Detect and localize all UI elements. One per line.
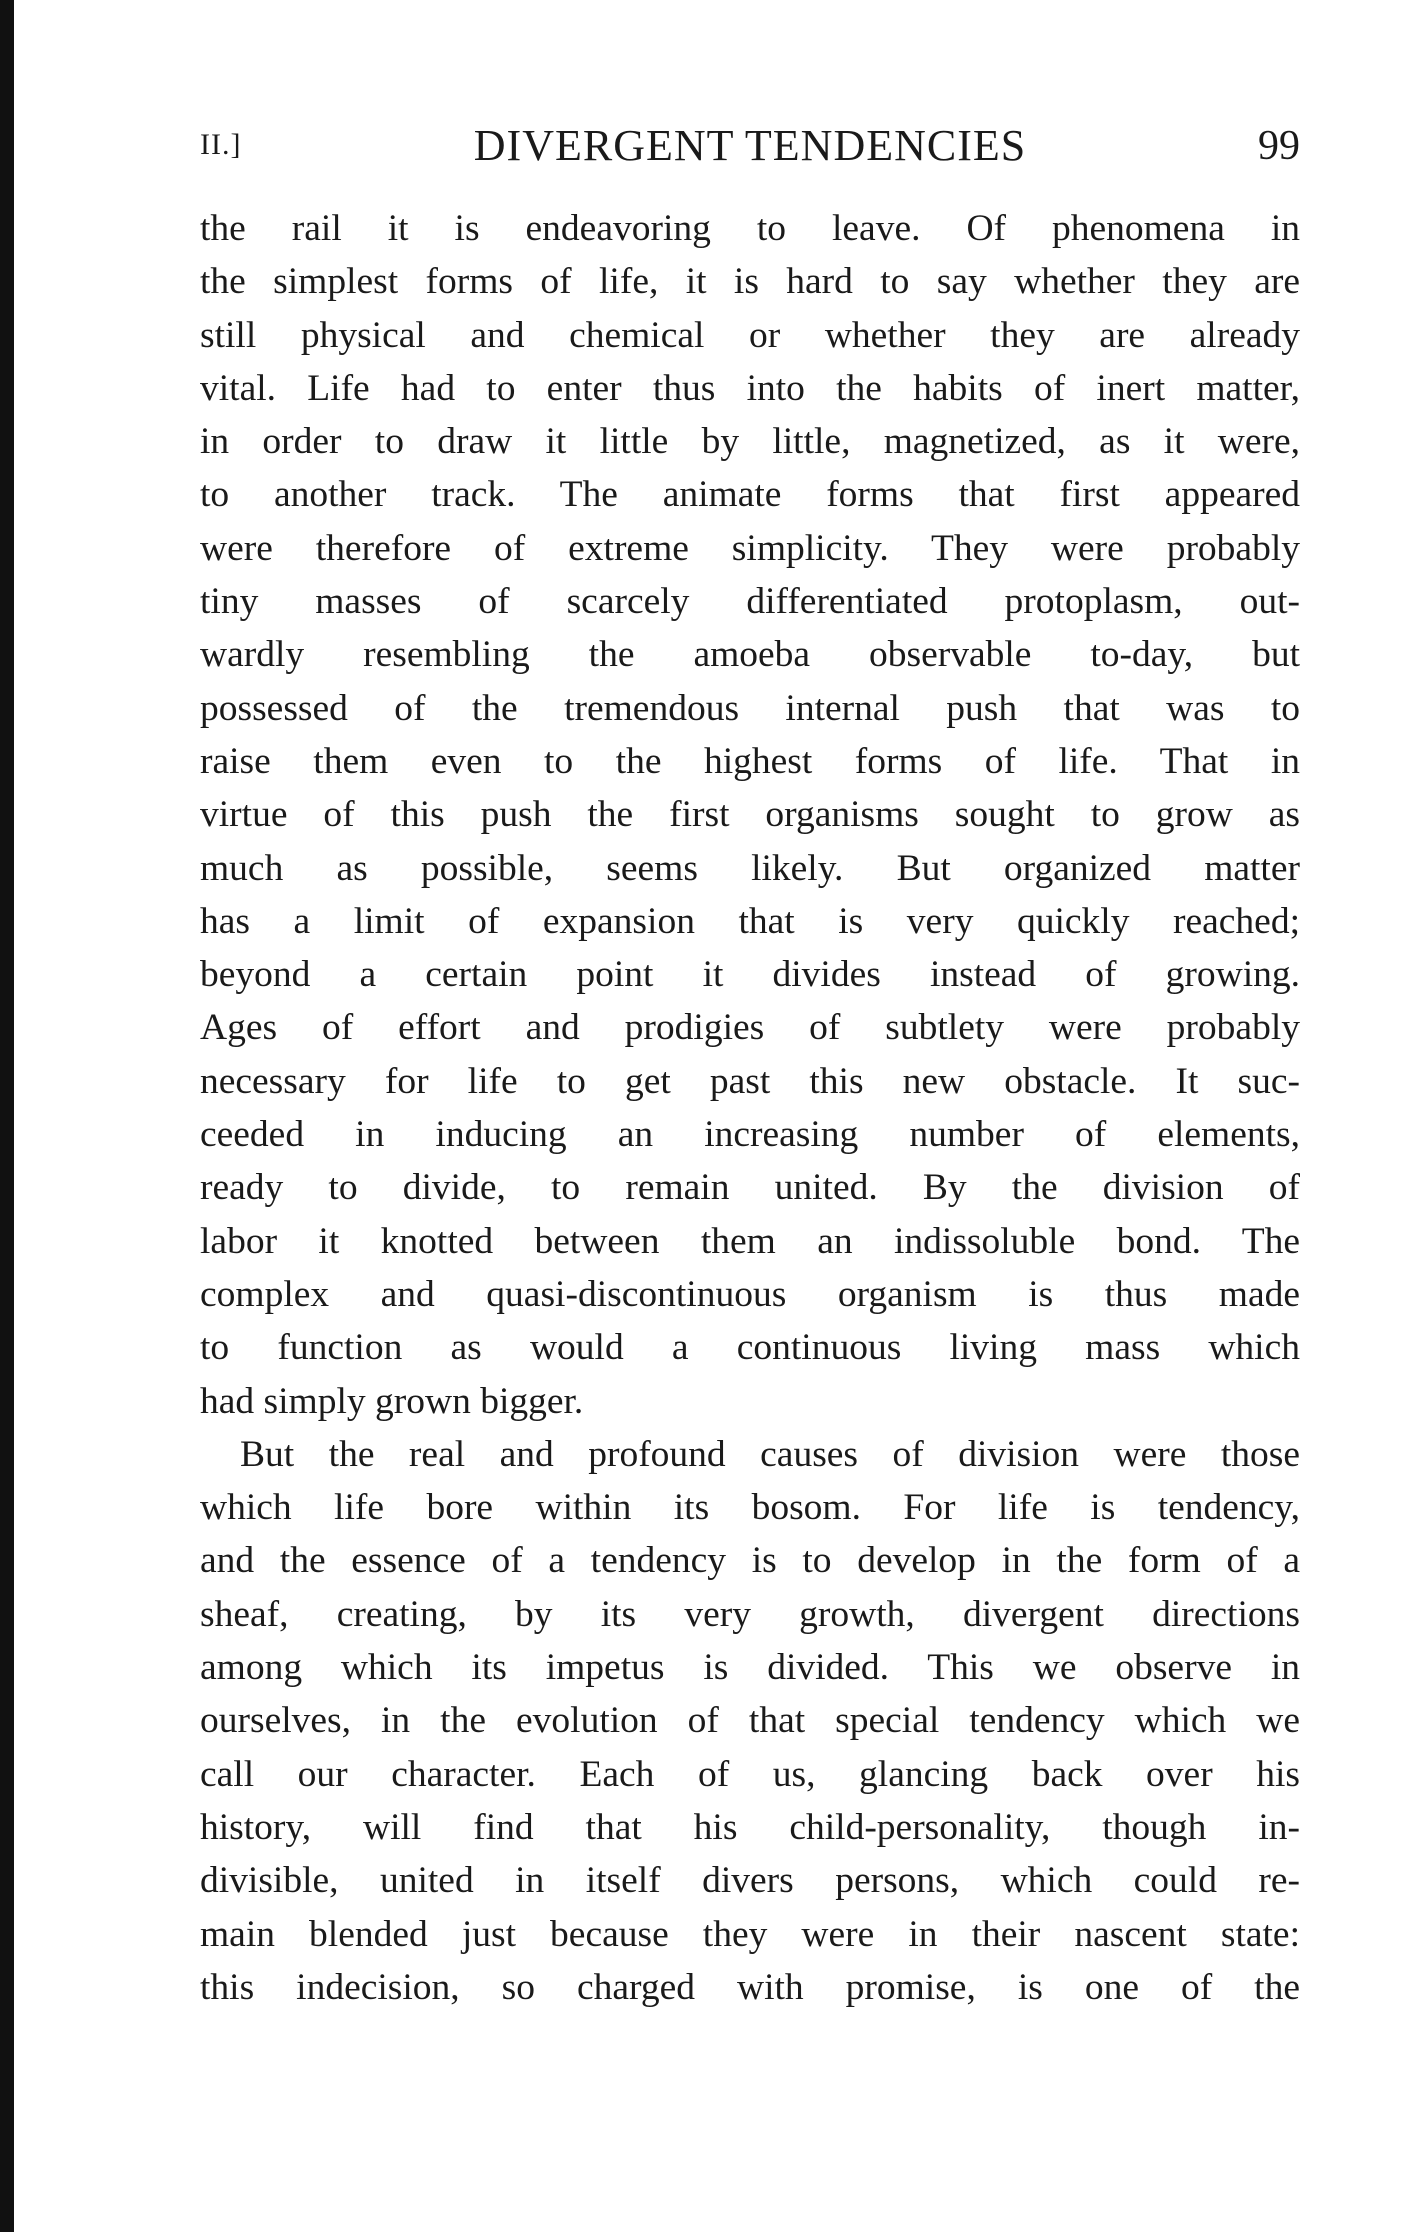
text-line: in order to draw it little by little, magnetized, as it were,	[200, 421, 1300, 463]
section-marker: II.]	[200, 128, 242, 161]
text-line: possessed of the tremendous internal push that was to	[200, 687, 1300, 729]
text-line: the simplest forms of life, it is hard to say whether they are	[200, 261, 1300, 303]
running-header	[200, 120, 1300, 190]
paragraph	[200, 1428, 1300, 2014]
text-line: and the essence of a tendency is to develop in the form of a	[200, 1540, 1300, 1582]
text-line: this indecision, so charged with promise, is one of the	[200, 1966, 1300, 2008]
text-line: the rail it is endeavoring to leave. Of phenomena in	[200, 208, 1300, 249]
paragraph	[200, 202, 1300, 1428]
body-text	[200, 202, 1300, 2014]
text-line: sheaf, creating, by its very growth, divergent directions	[200, 1593, 1300, 1635]
text-line: much as possible, seems likely. But organized matter	[200, 847, 1300, 889]
text-line: But the real and profound causes of division were those	[240, 1433, 1300, 1475]
page-number: 99	[1258, 123, 1300, 169]
text-line: vital. Life had to enter thus into the habits of inert matter,	[200, 367, 1300, 409]
text-line: necessary for life to get past this new obstacle. It suc-	[200, 1060, 1300, 1102]
text-line: call our character. Each of us, glancing back over his	[200, 1753, 1300, 1795]
text-line: Ages of effort and prodigies of subtlety were probably	[200, 1007, 1300, 1049]
text-line: beyond a certain point it divides instead of growing.	[200, 954, 1300, 996]
text-line: among which its impetus is divided. This we observe in	[200, 1647, 1300, 1689]
text-line: still physical and chemical or whether they are already	[200, 314, 1300, 356]
text-line: had simply grown bigger.	[200, 1380, 584, 1422]
chapter-title: DIVERGENT TENDENCIES	[473, 121, 1027, 170]
page-edge-shadow	[0, 0, 14, 2232]
text-line: which life bore within its bosom. For life is tendency,	[200, 1487, 1300, 1529]
text-line: tiny masses of scarcely differentiated protoplasm, out-	[200, 581, 1300, 623]
text-line: ready to divide, to remain united. By the division of	[200, 1167, 1300, 1209]
text-line: divisible, united in itself divers persons, which could re-	[200, 1860, 1300, 1902]
text-line: complex and quasi-discontinuous organism is thus made	[200, 1273, 1300, 1315]
text-line: main blended just because they were in their nascent state:	[200, 1913, 1300, 1955]
text-line: virtue of this push the first organisms sought to grow as	[200, 794, 1300, 836]
text-line: ourselves, in the evolution of that special tendency which we	[200, 1700, 1300, 1742]
text-line: to another track. The animate forms that first appeared	[200, 474, 1300, 516]
text-line: history, will find that his child-personality, though in-	[200, 1806, 1300, 1848]
text-line: to function as would a continuous living mass which	[200, 1327, 1300, 1369]
text-line: raise them even to the highest forms of life. That in	[200, 740, 1300, 782]
text-line: labor it knotted between them an indissoluble bond. The	[200, 1220, 1300, 1262]
text-line: were therefore of extreme simplicity. They were probably	[200, 527, 1300, 569]
text-line: wardly resembling the amoeba observable to-day, but	[200, 634, 1300, 676]
text-line: ceeded in inducing an increasing number of elements,	[200, 1114, 1300, 1156]
book-page	[200, 120, 1300, 2014]
text-line: has a limit of expansion that is very quickly reached;	[200, 900, 1300, 942]
